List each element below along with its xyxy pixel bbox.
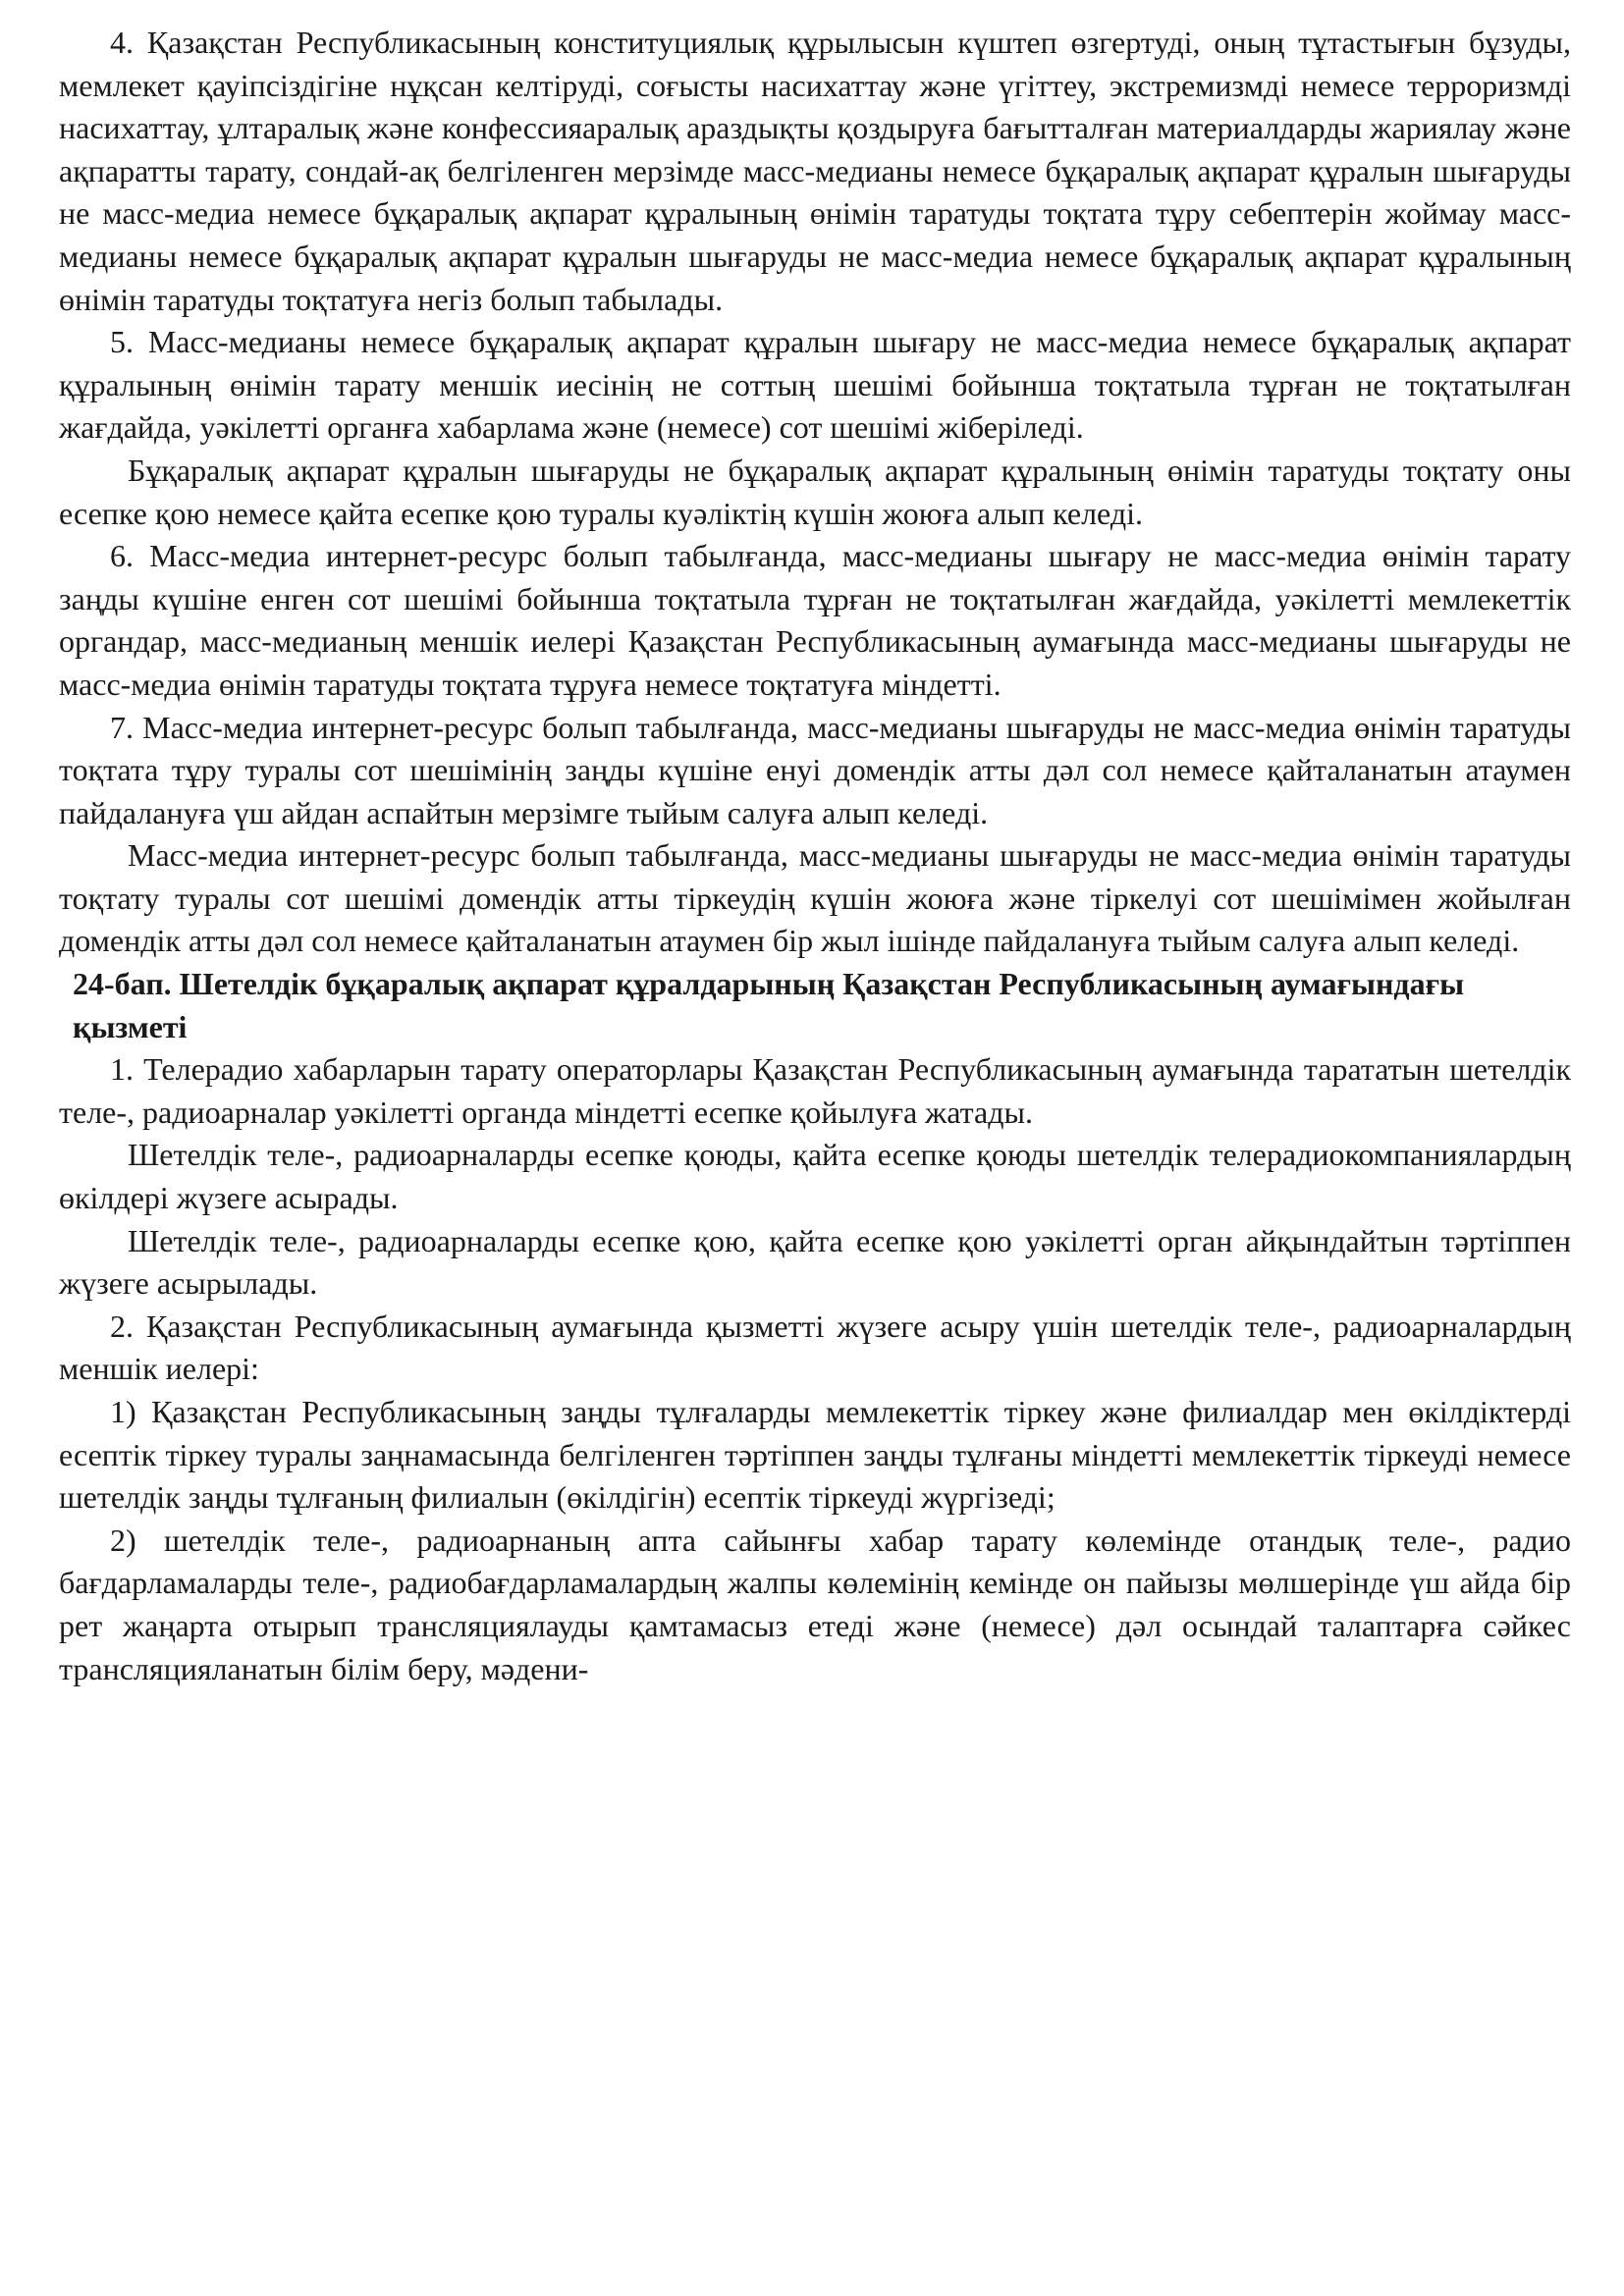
paragraph-4: 4. Қазақстан Республикасының конституциялық құрылысын күштеп өзгертуді, оның тұтастығын бұзуды, мемлекет қауіпсіздігіне нұқсан келтіруді, соғысты насихаттау және үгіттеу, экстремизмді немесе терроризмді насихаттау, ұлтаралық және конфессияаралық араздықты қоздыруға бағытталған материалдарды жариялау және ақпаратты тарату, сондай-ақ белгіленген мерзімде масс-медианы немесе бұқаралық ақпарат құралын шығаруды не масс-медиа немесе бұқаралық ақпарат құралының өнімін таратуды тоқтата тұру себептерін жоймау масс-медианы немесе бұқаралық ақпарат құралын шығаруды не масс-медиа немесе бұқаралық ақпарат құралының өнімін таратуды тоқтатуға негіз болып табылады.: [59, 25, 1571, 317]
paragraph-6: 6. Масс-медиа интернет-ресурс болып табылғанда, масс-медианы шығару не масс-медиа өнімін тарату заңды күшіне енген сот шешімі бойынша тоқтатыла тұрған не тоқтатылған жағдайда, уәкілетті мемлекеттік органдар, масс-медианың меншік иелері Қазақстан Республикасының аумағында масс-медианы шығаруды не масс-медиа өнімін таратуды тоқтата тұруға немесе тоқтатуға міндетті.: [59, 538, 1571, 702]
article-heading: 24-бап. Шетелдік бұқаралық ақпарат құралдарының Қазақстан Республикасының аумағындағы қызметі: [73, 966, 1465, 1044]
article-paragraph-1a: Шетелдік теле-, радиоарналарды есепке қоюды, қайта есепке қоюды шетелдік телерадиокомпаниялардың өкілдері жүзеге асырады.: [59, 1137, 1571, 1216]
paragraph-7: 7. Масс-медиа интернет-ресурс болып табылғанда, масс-медианы шығаруды не масс-медиа өнімін таратуды тоқтата тұру туралы сот шешімінің заңды күшіне енуі домендік атты дәл сол немесе қайталанатын атаумен пайдалануға үш айдан аспайтын мерзімге тыйым салуға алып келеді.: [59, 709, 1571, 830]
article-paragraph-1: 1. Телерадио хабарларын тарату операторлары Қазақстан Республикасының аумағында тарататын шетелдік теле-, радиоарналар уәкілетті органда міндетті есепке қойылуға жатады.: [59, 1051, 1571, 1130]
list-item-2: 2) шетелдік теле-, радиоарнаның апта сайынғы хабар тарату көлемінде отандық теле-, радио бағдарламаларды теле-, радиобағдарламалардың жалпы көлемінің кемінде он пайызы мөлшерінде үш айда бір рет жаңарта отырып трансляциялауды қамтамасыз етеді және (немесе) дәл осындай талаптарға сәйкес трансляцияланатын білім беру, мәдени-: [59, 1522, 1571, 1686]
list-item-1: 1) Қазақстан Республикасының заңды тұлғаларды мемлекеттік тіркеу және филиалдар мен өкілдіктерді есептік тіркеу туралы заңнамасында белгіленген тәртіппен заңды тұлғаны міндетті мемлекеттік тіркеуді немесе шетелдік заңды тұлғаның филиалын (өкілдігін) есептік тіркеуді жүргізеді;: [59, 1394, 1571, 1516]
paragraph-5: 5. Масс-медианы немесе бұқаралық ақпарат құралын шығару не масс-медиа немесе бұқаралық ақпарат құралының өнімін тарату меншік иесінің не соттың шешімі бойынша тоқтатыла тұрған не тоқтатылған жағдайда, уәкілетті органға хабарлама және (немесе) сот шешімі жіберіледі.: [59, 324, 1571, 446]
article-paragraph-1b: Шетелдік теле-, радиоарналарды есепке қою, қайта есепке қою уәкілетті орган айқындайтын тәртіппен жүзеге асырылады.: [59, 1222, 1571, 1302]
document-page: [59, 22, 1571, 1690]
paragraph-5-continued: Бұқаралық ақпарат құралын шығаруды не бұқаралық ақпарат құралының өнімін таратуды тоқтату оны есепке қою немесе қайта есепке қою туралы куәліктің күшін жоюға алып келеді.: [59, 452, 1571, 531]
article-paragraph-2: 2. Қазақстан Республикасының аумағында қызметті жүзеге асыру үшін шетелдік теле-, радиоарналардың меншік иелері:: [59, 1308, 1571, 1387]
paragraph-7-continued: Масс-медиа интернет-ресурс болып табылғанда, масс-медианы шығаруды не масс-медиа өнімін таратуды тоқтату туралы сот шешімі домендік атты тіркеудің күшін жоюға және тіркелуі сот шешімімен жойылған домендік атты дәл сол немесе қайталанатын атаумен бір жыл ішінде пайдалануға тыйым салуға алып келеді.: [59, 837, 1571, 959]
